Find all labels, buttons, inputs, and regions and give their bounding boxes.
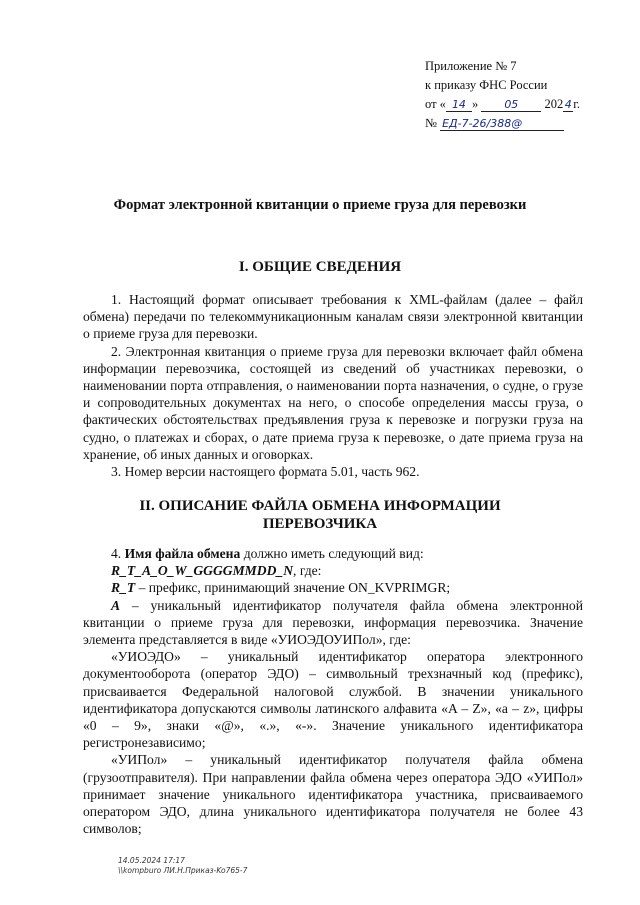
appendix-line-1: Приложение № 7 bbox=[425, 59, 517, 73]
section-1-body bbox=[83, 291, 583, 480]
section-1-heading: I. ОБЩИЕ СВЕДЕНИЯ bbox=[238, 259, 402, 275]
uipol-definition: «УИПол» – уникальный идентификатор получателя файла обмена (грузоотправителя). При направлении файла обмена через оператора ЭДО «УИПол» принимает значение уникального идентификатора участника, присваиваемого оператором ЭДО, длина уникального идентификатора получателя не более 43 символов; bbox=[83, 752, 583, 837]
footer-stamp bbox=[118, 856, 247, 876]
appendix-block bbox=[425, 57, 580, 133]
footer-timestamp: 14.05.2024 17:17 bbox=[118, 856, 185, 865]
handwritten-year-digit: 4 bbox=[564, 98, 572, 111]
paragraph-2: 2. Электронная квитанция о приеме груза для перевозки включает файл обмена информации перевозчика, состоящей из сведений об участниках перевозки, о наименовании порта отправления, о наименовании порта назначения, о судне, о грузе и сопроводительных документах на него, о способе определения массы груза, о фактических обстоятельствах предъявления груза к перевозке и погрузки груза на судно, о платежах и сборах, о дате приема груза к перевозке, о дате приема груза на хранение, об иных данных и оговорках. bbox=[83, 343, 583, 462]
paragraph-3: 3. Номер версии настоящего формата 5.01, часть 962. bbox=[111, 464, 420, 480]
handwritten-day: 14 bbox=[446, 98, 472, 112]
section-2-heading bbox=[0, 497, 640, 533]
uioedo-definition: «УИОЭДО» – уникальный идентификатор оператора электронного документооборота (оператор ЭДО) – символьный трехзначный код (префикс), присваивается Федеральной налоговой службой. В значении уникального идентификатора допускаются символы латинского алфавита «A – Z», «a – z», цифры «0 – 9», знаки «@», «.», «-». Значение уникального идентификатора регистронезависимо; bbox=[83, 649, 583, 751]
a-definition: A – уникальный идентификатор получателя файла обмена электронной квитанции о приеме груза для перевозки, информация перевозчика. Значение элемента представляется в виде «УИОЭДОУИПол», где: bbox=[83, 597, 583, 648]
file-name-term: Имя файла обмена bbox=[124, 546, 241, 561]
rt-definition: R_T – префикс, принимающий значение ON_KVPRIMGR; bbox=[111, 580, 451, 596]
appendix-line-2: к приказу ФНС России bbox=[425, 78, 548, 92]
section-2-heading-line-2: ПЕРЕВОЗЧИКА bbox=[262, 516, 378, 532]
file-name-pattern: R_T_A_O_W_GGGGMMDD_N bbox=[111, 563, 294, 579]
paragraph-1: 1. Настоящий формат описывает требования к XML-файлам (далее – файл обмена) передачи по телекоммуникационным каналам связи электронной квитанции о приеме груза для перевозки. bbox=[83, 292, 583, 342]
appendix-date-line: от « 14 » 05 202 4 г. bbox=[425, 97, 581, 111]
document-title: Формат электронной квитанции о приеме груза для перевозки bbox=[113, 197, 527, 213]
file-name-pattern-line: R_T_A_O_W_GGGGMMDD_N, где: bbox=[111, 563, 322, 579]
handwritten-order-number: ЕД-7-26/388@ bbox=[440, 117, 564, 131]
section-2-heading-line-1: II. ОПИСАНИЕ ФАЙЛА ОБМЕНА ИНФОРМАЦИИ bbox=[139, 498, 501, 514]
footer-path: \\kompburo ЛИ.Н.Приказ-Ko765-7 bbox=[118, 866, 248, 875]
handwritten-month: 05 bbox=[481, 98, 541, 112]
appendix-number-line: № ЕД-7-26/388@ bbox=[425, 114, 580, 133]
section-2-body bbox=[83, 545, 583, 837]
paragraph-4: 4. Имя файла обмена должно иметь следующий вид: bbox=[111, 546, 424, 561]
